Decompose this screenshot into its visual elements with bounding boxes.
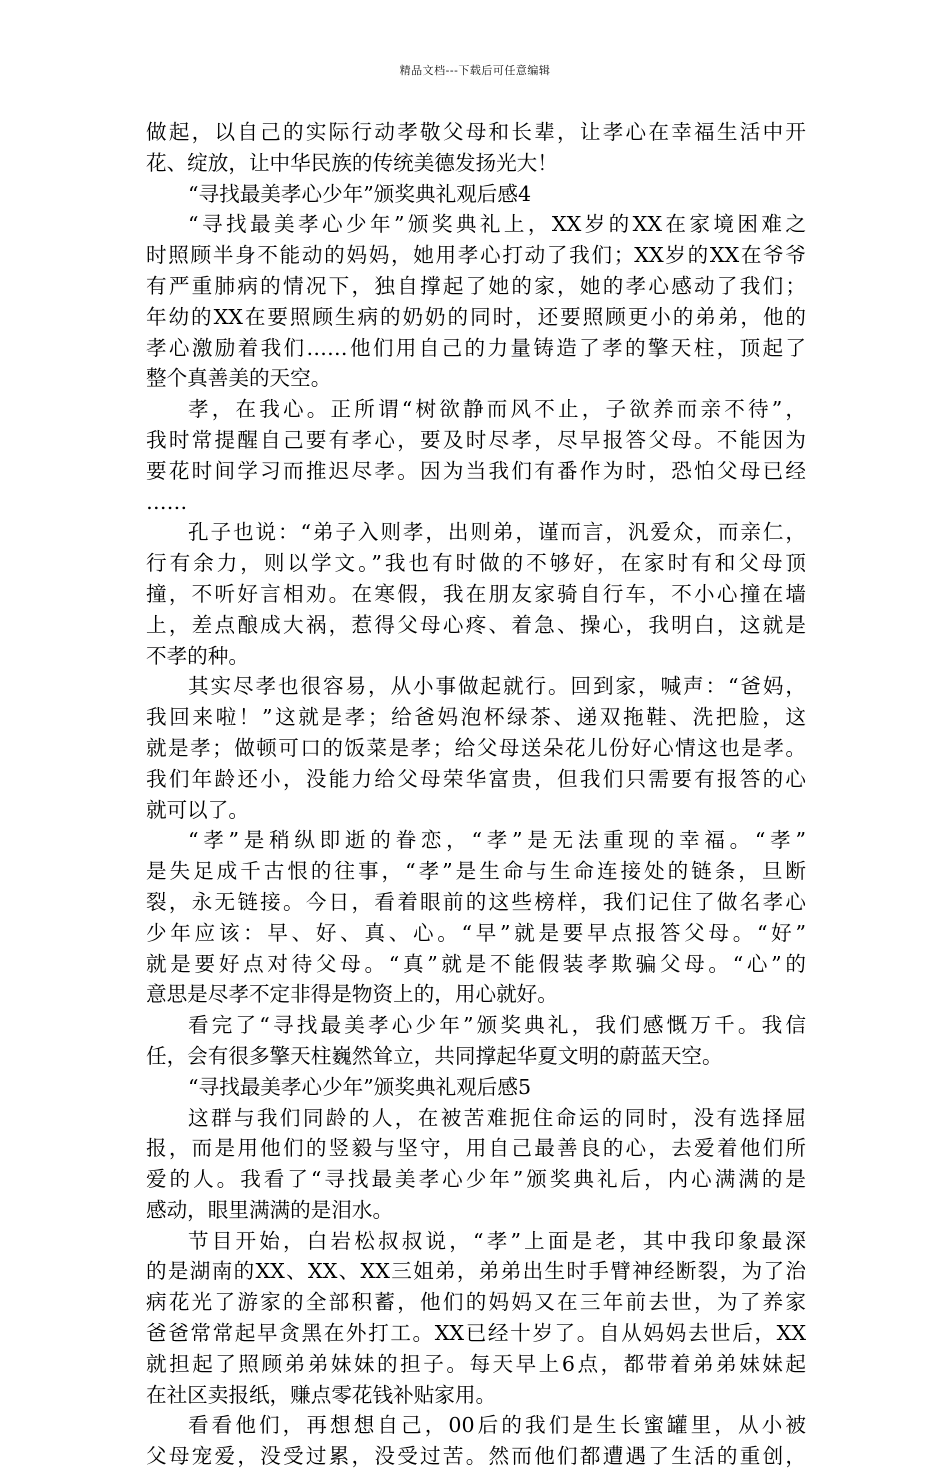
text-line: 时照顾半身不能动的妈妈，她用孝心打动了我们；XX岁的XX在爷爷 — [146, 243, 806, 268]
text-line: 就是孝；做顿可口的饭菜是孝；给父母送朵花儿份好心情这也是孝。 — [146, 735, 806, 760]
document-body — [146, 117, 806, 1472]
text-line: 上，差点酿成大祸，惹得父母心疼、着急、操心，我明白，这就是 — [146, 612, 806, 637]
text-line: …… — [146, 489, 188, 514]
text-line: “孝”是稍纵即逝的眷恋，“孝”是无法重现的幸福。“孝” — [188, 828, 806, 853]
text-line: 行有余力，则以学文。”我也有时做的不够好，在家时有和父母顶 — [146, 551, 806, 576]
text-line: 整个真善美的天空。 — [146, 366, 332, 391]
text-line: “寻找最美孝心少年”颁奖典礼观后感4 — [188, 181, 532, 206]
text-line: 的是湖南的XX、XX、XX三姐弟，弟弟出生时手臂神经断裂，为了治 — [146, 1259, 806, 1284]
text-line: 裂，永无链接。今日，看着眼前的这些榜样，我们记住了做名孝心 — [146, 889, 806, 914]
text-line: 我们年龄还小，没能力给父母荣华富贵，但我们只需要有报答的心 — [146, 766, 806, 791]
text-line: 就可以了。 — [146, 797, 249, 822]
text-line: 看看他们，再想想自己，00后的我们是生长蜜罐里，从小被 — [188, 1413, 806, 1438]
text-line: “寻找最美孝心少年”颁奖典礼观后感5 — [188, 1074, 532, 1099]
text-line: 任，会有很多擎天柱巍然耸立，共同撑起华夏文明的蔚蓝天空。 — [146, 1043, 723, 1068]
text-line: 年幼的XX在要照顾生病的奶奶的同时，还要照顾更小的弟弟，他的 — [146, 304, 806, 329]
text-line: 要花时间学习而推迟尽孝。因为当我们有番作为时，恐怕父母已经 — [146, 458, 806, 483]
text-line: 是失足成千古恨的往事，“孝”是生命与生命连接处的链条，旦断 — [146, 859, 806, 884]
text-line: 就是要好点对待父母。“真”就是不能假装孝欺骗父母。“心”的 — [146, 951, 806, 976]
text-line: 报，而是用他们的竖毅与坚守，用自己最善良的心，去爱着他们所 — [146, 1136, 806, 1161]
text-line: 感动，眼里满满的是泪水。 — [146, 1197, 394, 1222]
text-line: 爱的人。我看了“寻找最美孝心少年”颁奖典礼后，内心满满的是 — [146, 1167, 806, 1192]
text-line: “寻找最美孝心少年”颁奖典礼上，XX岁的XX在家境困难之 — [188, 212, 806, 237]
text-line: 有严重肺病的情况下，独自撑起了她的家，她的孝心感动了我们； — [146, 273, 806, 298]
text-line: 看完了“寻找最美孝心少年”颁奖典礼，我们感慨万千。我信 — [188, 1013, 806, 1038]
text-line: 少年应该：早、好、真、心。“早”就是要早点报答父母。“好” — [146, 920, 806, 945]
text-line: 我回来啦！”这就是孝；给爸妈泡杯绿茶、递双拖鞋、洗把脸，这 — [146, 705, 806, 730]
text-line: 孝，在我心。正所谓“树欲静而风不止，子欲养而亲不待”， — [188, 397, 806, 422]
text-line: 孔子也说：“弟子入则孝，出则弟，谨而言，汎爱众，而亲仁， — [188, 520, 806, 545]
text-line: 不孝的种。 — [146, 643, 249, 668]
text-line: 父母宠爱，没受过累，没受过苦。然而他们都遭遇了生活的重创， — [146, 1444, 806, 1469]
text-line: 爸爸常常起早贪黑在外打工。XX已经十岁了。自从妈妈去世后，XX — [146, 1321, 806, 1346]
page-header: 精品文档---下载后可任意编辑 — [399, 64, 551, 77]
text-line: 花、绽放，让中华民族的传统美德发扬光大！ — [146, 150, 558, 175]
text-line: 就担起了照顾弟弟妹妹的担子。每天早上6点，都带着弟弟妹妹起 — [146, 1351, 806, 1376]
text-line: 意思是尽孝不定非得是物资上的，用心就好。 — [146, 982, 558, 1007]
text-line: 病花光了游家的全部积蓄，他们的妈妈又在三年前去世，为了养家 — [146, 1290, 806, 1315]
text-line: 节目开始，白岩松叔叔说，“孝”上面是老，其中我印象最深 — [188, 1228, 806, 1253]
text-line: 撞，不听好言相劝。在寒假，我在朋友家骑自行车，不小心撞在墙 — [146, 581, 806, 606]
text-line: 在社区卖报纸，赚点零花钱补贴家用。 — [146, 1382, 497, 1407]
text-line: 我时常提醒自己要有孝心，要及时尽孝，尽早报答父母。不能因为 — [146, 427, 806, 452]
text-line: 做起，以自己的实际行动孝敬父母和长辈，让孝心在幸福生活中开 — [146, 120, 806, 144]
text-line: 其实尽孝也很容易，从小事做起就行。回到家，喊声：“爸妈， — [188, 674, 806, 699]
text-line: 孝心激励着我们……他们用自己的力量铸造了孝的擎天柱，顶起了 — [146, 335, 806, 360]
text-line: 这群与我们同龄的人，在被苦难扼住命运的同时，没有选择屈 — [188, 1105, 806, 1130]
